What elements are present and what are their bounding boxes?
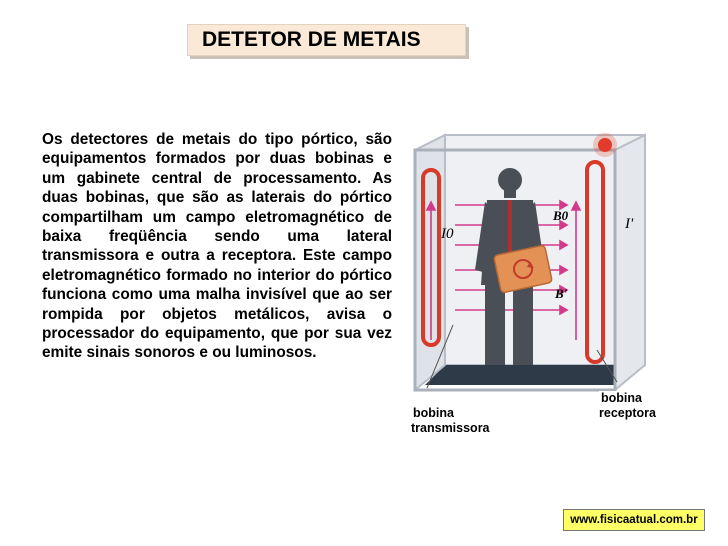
symbol-i0: I0 [441, 226, 454, 242]
metal-detector-illustration [405, 110, 695, 435]
symbol-b-prime: B' [555, 286, 568, 301]
slide-title: DETETOR DE METAIS [187, 24, 466, 56]
symbol-i-prime: I' [625, 216, 634, 232]
transmitter-coil-label: bobina transmissora [411, 406, 490, 435]
symbol-b0: B0 [553, 208, 569, 223]
website-link[interactable]: www.fisicaatual.com.br [563, 509, 705, 531]
description-paragraph: Os detectores de metais do tipo pórtico, são equipamentos formados por duas bobinas e um gabinete central de processamento. As duas bobinas, que são as laterais do pórtico compartilham um campo eletromagnético de baixa freqüência sendo uma lateral transmissora e outra a receptora. Este campo eletromagnético formado no interior do pórtico funciona como uma malha invisível que ao ser rompida por objetos metálicos, avisa o processador do equipamento, que por sua vez emite sinais sonoros e ou luminosos. [42, 131, 392, 362]
portal-right-panel [615, 135, 645, 390]
receiver-coil-label: bobina receptora [599, 391, 656, 420]
